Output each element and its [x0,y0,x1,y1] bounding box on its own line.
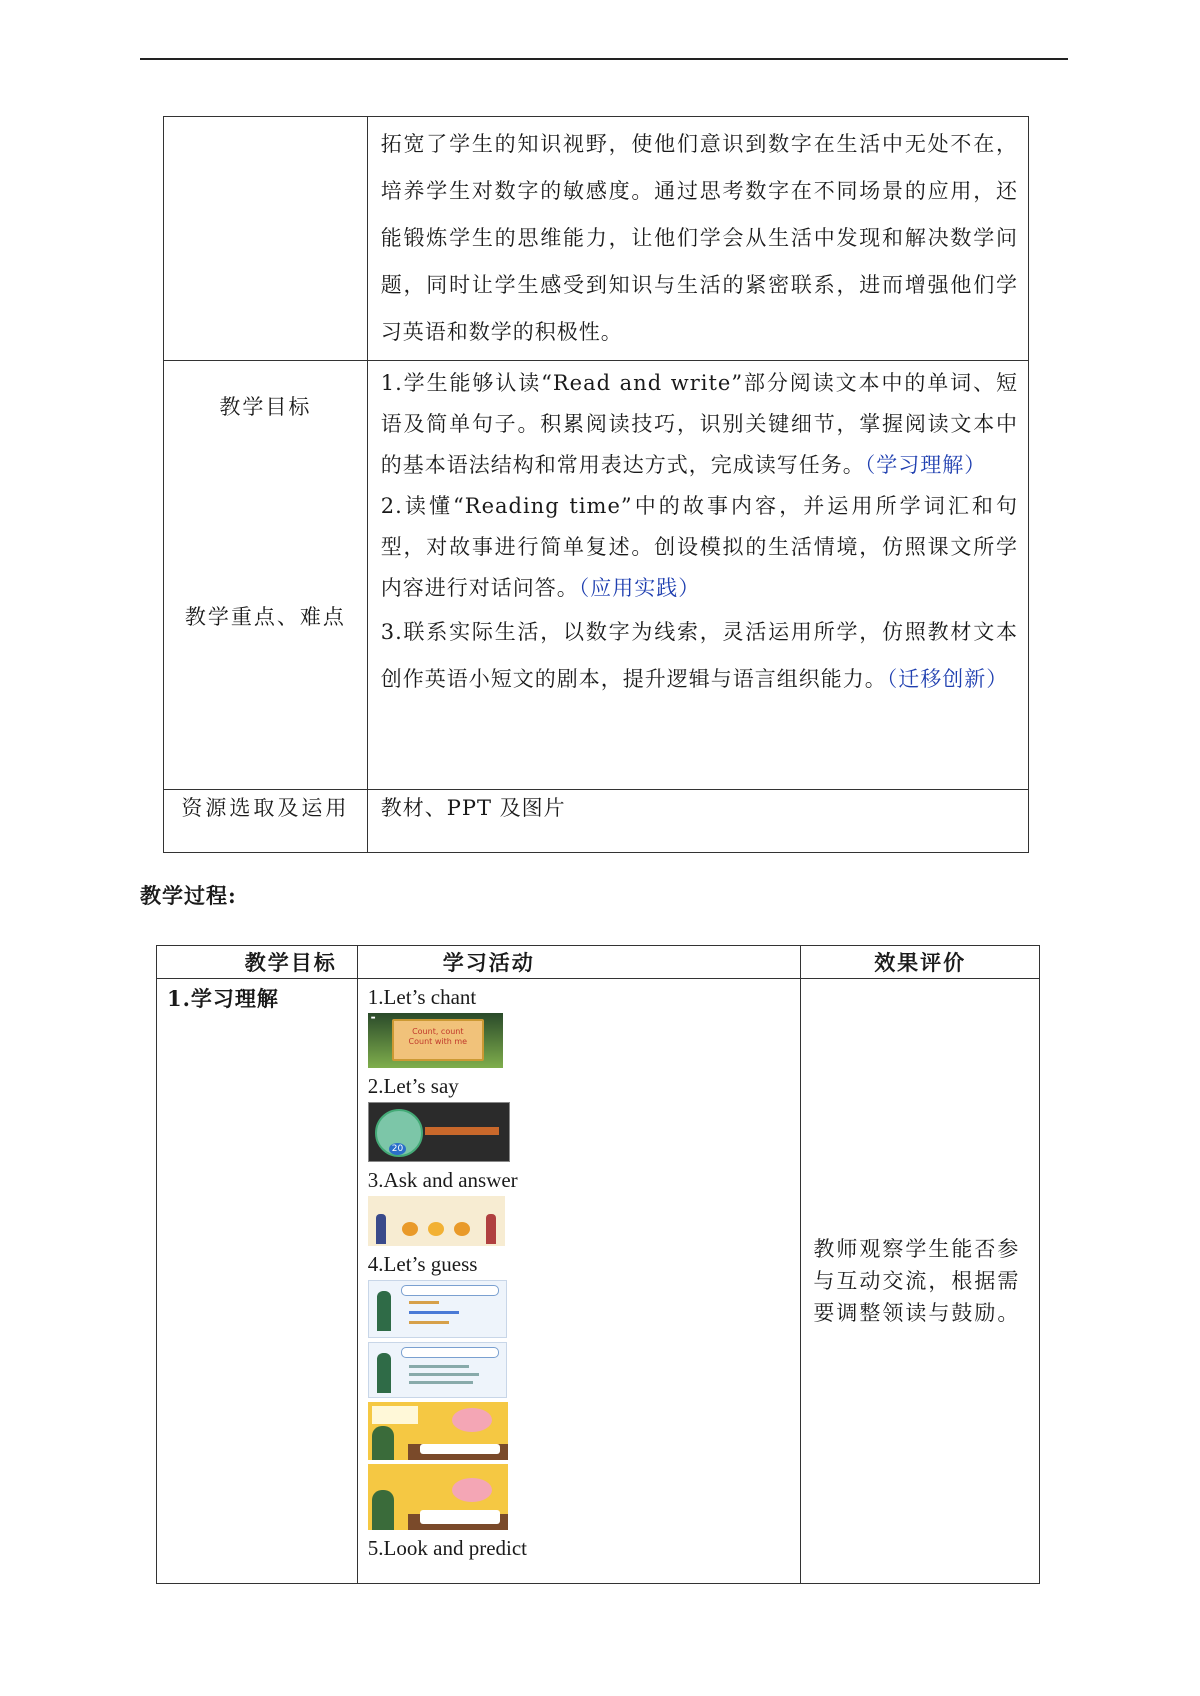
goal-2 [368,486,1028,609]
item-line [409,1311,459,1314]
objectives-table [163,116,1029,853]
girl-figure [486,1214,496,1244]
goal-label: 1.学习理解 [167,986,279,1011]
process-table [156,945,1040,1584]
fruit-icon [428,1222,444,1236]
chant-screen [392,1019,484,1061]
intro-cell [367,117,1028,361]
piggy-bank-slide-image-2 [368,1464,508,1530]
key-points-label: 教学重点、难点 [184,605,346,629]
resources-label: 资源选取及运用 [181,796,350,820]
goals-label-cell [164,361,368,790]
activity-say-label: 2.Let’s say [367,1074,459,1098]
guess-slide-image-1 [368,1280,507,1338]
piggy-bank-slide-image-1 [368,1402,508,1460]
caption-board [372,1406,418,1424]
goal-2-tag: （应用实践） [578,576,701,600]
caption-box [420,1444,500,1454]
chant-line-1: Count, count [412,1027,464,1036]
activity-guess-label: 4.Let’s guess [367,1252,478,1276]
say-slide-image [368,1102,510,1162]
activity-chant-label: 1.Let’s chant [367,985,477,1009]
empty-label-cell [164,117,368,361]
header-goal: 教学目标 [157,946,358,979]
piggy-bank-icon [452,1478,492,1502]
speech-bubble [401,1285,499,1296]
goal-1-tag: （学习理解） [864,453,987,477]
think-say-slide-image [368,1342,507,1398]
fruit-icon [402,1222,418,1236]
text-line [409,1365,469,1368]
caption-box [420,1510,500,1524]
goal-3 [368,609,1028,703]
boy-figure [376,1214,386,1244]
piggy-bank-icon [452,1408,492,1432]
header-evaluation: 效果评价 [801,946,1040,979]
text-line [409,1381,473,1384]
header-activity: 学习活动 [357,946,801,979]
girl-figure [377,1353,391,1393]
header-rule [140,58,1068,60]
resources-cell [367,790,1028,853]
stage-bar [425,1127,499,1135]
resources-label-cell [164,790,368,853]
boy-figure [372,1490,394,1530]
boy-figure [372,1426,394,1460]
goal-cell [157,979,358,1584]
evaluation-text: 教师观察学生能否参与互动交流，根据需要调整领读与鼓励。 [813,1237,1021,1325]
process-title: 教学过程: [140,883,237,908]
item-line [409,1301,439,1304]
girl-figure [377,1291,391,1331]
activities-cell [357,979,801,1584]
goal-3-text: 3.联系实际生活，以数字为线索，灵活运用所学，仿照教材文本创作英语小短文的剧本，提升逻辑与语言组织能力。 [380,620,1018,691]
chant-tag-icon: ▬ [370,1015,376,1021]
fruit-icon [454,1222,470,1236]
item-line [409,1321,449,1324]
activity-ask-label: 3.Ask and answer [367,1168,518,1192]
ask-answer-slide-image [368,1196,505,1246]
chant-line-2: Count with me [408,1037,468,1046]
goals-label: 教学目标 [219,395,312,419]
speech-bubble [401,1347,499,1358]
number-badge: 20 [389,1143,406,1155]
goal-1-text: 1.学生能够认读“Read and write”部分阅读文本中的单词、短语及简单句子。积累阅读技巧，识别关键细节，掌握阅读文本中的基本语法结构和常用表达方式，完成读写任务。 [380,371,1018,477]
goal-2-text: 2.读懂“Reading time”中的故事内容，并运用所学词汇和句型，对故事进行简单复述。创设模拟的生活情境，仿照课文所学内容进行对话问答。 [380,494,1018,600]
goals-cell [367,361,1028,790]
evaluation-cell [801,979,1040,1584]
text-line [409,1373,479,1376]
resources-text: 教材、PPT 及图片 [380,796,566,820]
chant-slide-image [368,1013,503,1068]
goal-3-tag: （迁移创新） [886,667,1009,691]
goal-1 [368,361,1028,486]
activity-predict-label: 5.Look and predict [367,1536,527,1560]
intro-text: 拓宽了学生的知识视野，使他们意识到数字在生活中无处不在，培养学生对数字的敏感度。通过思考数字在不同场景的应用，还能锻炼学生的思维能力，让他们学会从生活中发现和解决数学问题，同时让学生感受到知识与生活的紧密联系，进而增强他们学习英语和数学的积极性。 [380,132,1018,344]
